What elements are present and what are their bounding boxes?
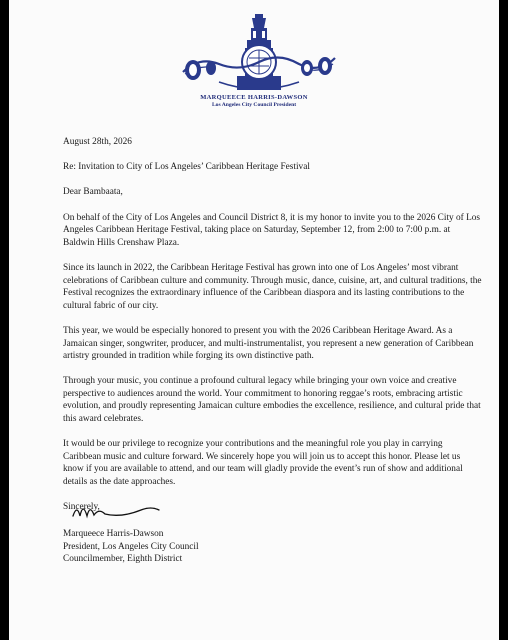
handwritten-signature	[71, 496, 161, 526]
signer-name: Marqueece Harris-Dawson	[63, 529, 164, 539]
signature-block	[63, 528, 363, 566]
letter-paragraph: On behalf of the City of Los Angeles and Council District 8, it is my honor to invite you to the 2026 City of Los Angeles Caribbean Heritage Festival, taking place on Saturday, September 12, from 2:00 to 7:00 p.m. at Baldwin Hills Crenshaw Plaza.	[63, 212, 481, 248]
letter-closing: Sincerely,	[63, 502, 100, 513]
sender-name: MARQUEECE HARRIS-DAWSON	[200, 94, 308, 101]
letter-subject: Re: Invitation to City of Los Angeles’ Caribbean Heritage Festival	[63, 162, 310, 173]
letter-page	[9, 0, 499, 640]
letter-body	[63, 136, 483, 514]
letter-paragraph: It would be our privilege to recognize your contributions and the meaningful role you play in carrying Caribbean music and culture forward. We sincerely hope you will join us to accept this honor. Please let us know if you are available to attend, and our team will gladly provide the event’s run of show and additional details as the date approaches.	[63, 439, 463, 488]
signer-title: President, Los Angeles City Council	[63, 541, 199, 552]
letter-salutation: Dear Bambaata,	[63, 187, 123, 198]
letter-date: August 28th, 2026	[63, 137, 132, 147]
letter-paragraph: Since its launch in 2022, the Caribbean Heritage Festival has grown into one of Los Angeles’ most vibrant celebrations of Caribbean culture and community. Through music, dance, cuisine, art, and cultural traditions, the Festival recognizes the extraordinary influence of the Caribbean diaspora and its lasting contributions to the cultural fabric of our city.	[63, 262, 482, 311]
signer-district: Councilmember, Eighth District	[63, 554, 183, 565]
letter-paragraph: This year, we would be especially honored to present you with the 2026 Caribbean Heritage Award. As a Jamaican singer, songwriter, producer, and multi-instrumentalist, you represent a new generation of Caribbean artistry grounded in tradition while forging its own distinctive path.	[63, 325, 474, 362]
letter-paragraph: Through your music, you continue a profound cultural legacy while bringing your own voice and creative perspective to audiences around the world. Your commitment to honoring reggae’s roots, embracing artistic evolution, and proudly representing Jamaican culture embodies the excellence, resilience, and cultural pride that this award celebrates.	[63, 376, 481, 425]
sender-title: Los Angeles City Council President	[211, 102, 297, 108]
